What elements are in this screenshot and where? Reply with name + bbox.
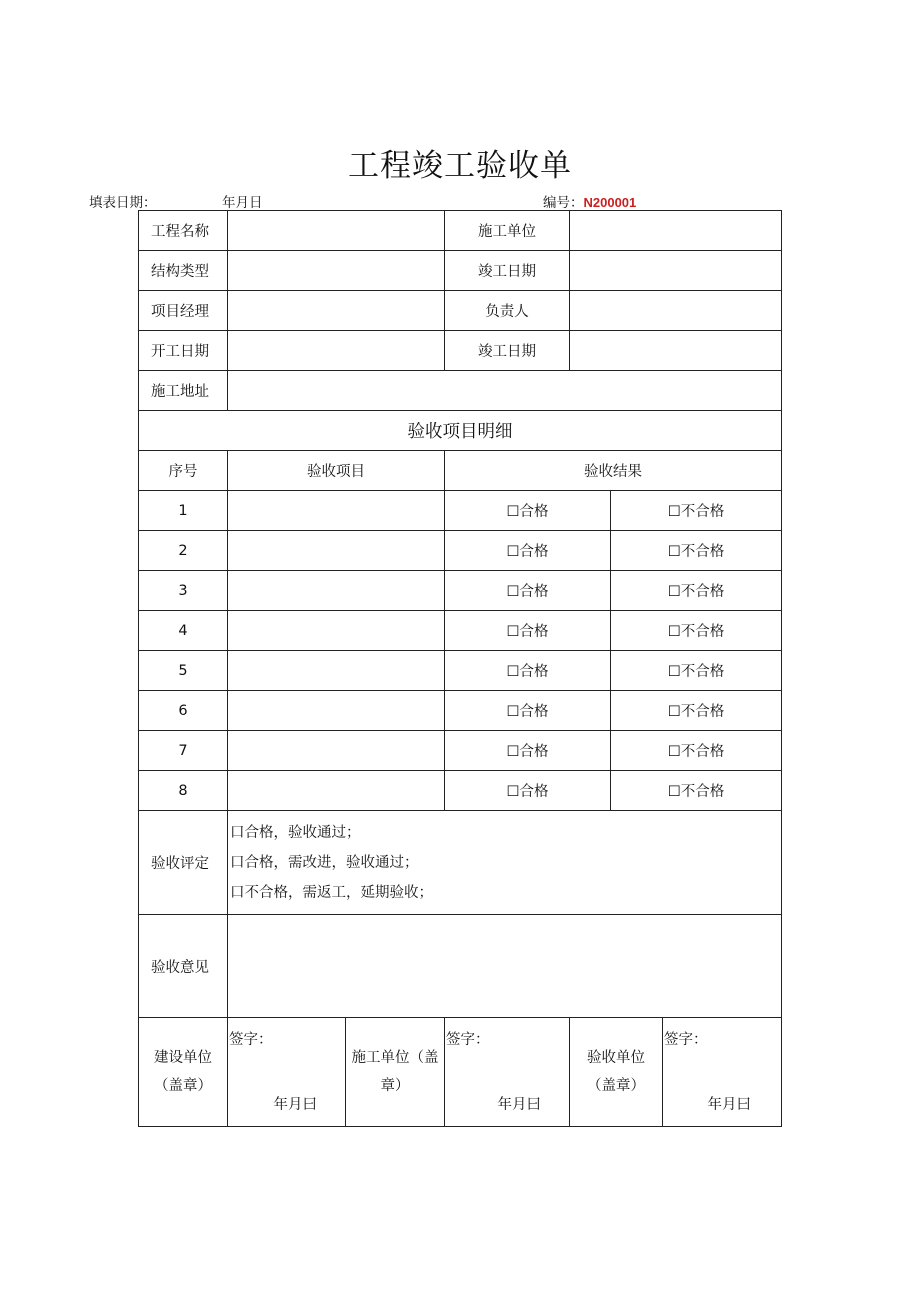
row-number: 2 [139, 531, 228, 571]
evaluation-label: 验收评定 [139, 811, 228, 915]
builder-sign-label: 签字： [229, 1032, 273, 1048]
project-name-label: 工程名称 [139, 211, 228, 251]
form-number-label: 编号： [543, 195, 584, 211]
pass-checkbox[interactable]: ☐合格 [445, 771, 611, 811]
builder-label [139, 1018, 228, 1127]
fail-checkbox[interactable]: ☐不合格 [611, 531, 782, 571]
fail-checkbox[interactable]: ☐不合格 [611, 611, 782, 651]
opinion-field[interactable] [228, 915, 782, 1018]
person-in-charge-field[interactable] [570, 291, 782, 331]
contractor-label [346, 1018, 445, 1127]
construction-unit-field[interactable] [570, 211, 782, 251]
fail-checkbox[interactable]: ☐不合格 [611, 651, 782, 691]
row-item-field[interactable] [228, 731, 445, 771]
form-number [543, 191, 636, 211]
evaluation-option-fail[interactable]: 口不合格，需返工，延期验收； [230, 884, 433, 901]
builder-signature-cell[interactable] [228, 1018, 346, 1127]
acceptor-label [570, 1018, 663, 1127]
fail-checkbox[interactable]: ☐不合格 [611, 491, 782, 531]
start-date-field[interactable] [228, 331, 445, 371]
evaluation-option-pass[interactable]: 口合格，验收通过； [230, 824, 361, 841]
form-number-value: N200001 [583, 195, 637, 210]
fail-checkbox[interactable]: ☐不合格 [611, 771, 782, 811]
acceptor-label-line1: 验收单位 [587, 1050, 645, 1066]
evaluation-option-improve[interactable]: 口合格，需改进，验收通过； [230, 854, 419, 871]
acceptor-date-label: 年月曰 [707, 1097, 752, 1113]
acceptor-sign-label: 签字： [664, 1032, 708, 1048]
builder-label-line2: （盖章） [154, 1078, 212, 1094]
project-manager-field[interactable] [228, 291, 445, 331]
row-item-field[interactable] [228, 571, 445, 611]
contractor-date-label: 年月曰 [497, 1097, 541, 1113]
fail-checkbox[interactable]: ☐不合格 [611, 731, 782, 771]
row-number: 4 [139, 611, 228, 651]
table-row [139, 531, 782, 571]
detail-rows [139, 491, 782, 811]
pass-checkbox[interactable]: ☐合格 [445, 571, 611, 611]
row-item-field[interactable] [228, 771, 445, 811]
page-title: 工程竣工验收单 [348, 148, 572, 184]
address-field[interactable] [228, 371, 782, 411]
contractor-sign-label: 签字： [446, 1032, 490, 1048]
project-manager-label: 项目经理 [139, 291, 228, 331]
structure-type-label: 结构类型 [139, 251, 228, 291]
completion-date-2-label: 竣工日期 [445, 331, 570, 371]
completion-date-2-field[interactable] [570, 331, 782, 371]
table-row [139, 571, 782, 611]
builder-label-line1: 建设单位 [154, 1050, 212, 1066]
completion-date-label: 竣工日期 [445, 251, 570, 291]
row-item-field[interactable] [228, 531, 445, 571]
details-section-title: 验收项目明细 [139, 411, 782, 451]
col-result-header: 验收结果 [445, 451, 782, 491]
table-row [139, 491, 782, 531]
row-number: 8 [139, 771, 228, 811]
col-no-header: 序号 [139, 451, 228, 491]
evaluation-options [228, 811, 782, 915]
row-item-field[interactable] [228, 611, 445, 651]
table-row [139, 691, 782, 731]
row-number: 7 [139, 731, 228, 771]
row-item-field[interactable] [228, 491, 445, 531]
pass-checkbox[interactable]: ☐合格 [445, 651, 611, 691]
pass-checkbox[interactable]: ☐合格 [445, 611, 611, 651]
fill-date-label: 填表日期： [89, 195, 157, 211]
row-number: 6 [139, 691, 228, 731]
fail-checkbox[interactable]: ☐不合格 [611, 571, 782, 611]
pass-checkbox[interactable]: ☐合格 [445, 491, 611, 531]
row-item-field[interactable] [228, 691, 445, 731]
construction-unit-label: 施工单位 [445, 211, 570, 251]
contractor-label-line1: 施工单位（盖 [351, 1050, 439, 1066]
row-number: 1 [139, 491, 228, 531]
contractor-signature-cell[interactable] [445, 1018, 570, 1127]
start-date-label: 开工日期 [139, 331, 228, 371]
fail-checkbox[interactable]: ☐不合格 [611, 691, 782, 731]
table-row [139, 651, 782, 691]
structure-type-field[interactable] [228, 251, 445, 291]
row-item-field[interactable] [228, 651, 445, 691]
row-number: 5 [139, 651, 228, 691]
table-row [139, 731, 782, 771]
acceptor-signature-cell[interactable] [663, 1018, 782, 1127]
pass-checkbox[interactable]: ☐合格 [445, 531, 611, 571]
acceptor-label-line2: （盖章） [587, 1078, 645, 1094]
pass-checkbox[interactable]: ☐合格 [445, 691, 611, 731]
person-in-charge-label: 负责人 [445, 291, 570, 331]
address-label: 施工地址 [139, 371, 228, 411]
contractor-label-line2: 章） [380, 1078, 410, 1094]
opinion-label: 验收意见 [139, 915, 228, 1018]
project-name-field[interactable] [228, 211, 445, 251]
table-row [139, 771, 782, 811]
acceptance-form-table [138, 210, 782, 1127]
fill-date-value: 年月日 [222, 195, 263, 211]
table-row [139, 611, 782, 651]
pass-checkbox[interactable]: ☐合格 [445, 731, 611, 771]
builder-date-label: 年月曰 [273, 1097, 317, 1113]
col-item-header: 验收项目 [228, 451, 445, 491]
row-number: 3 [139, 571, 228, 611]
completion-date-field[interactable] [570, 251, 782, 291]
